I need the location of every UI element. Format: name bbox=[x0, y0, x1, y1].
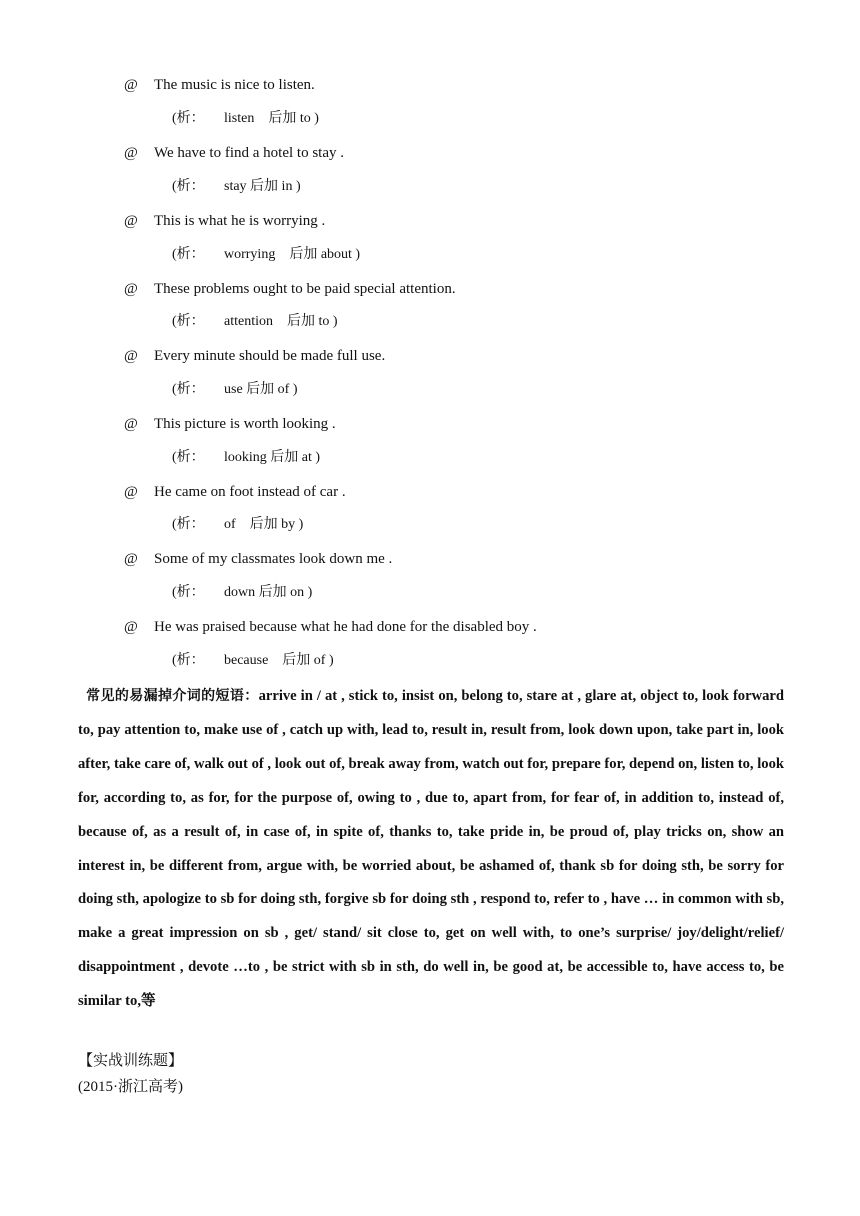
analysis-note bbox=[172, 515, 303, 535]
note-label: (析： bbox=[172, 585, 205, 600]
bullet-marker: @ bbox=[124, 484, 138, 500]
example-sentence bbox=[124, 279, 456, 299]
analysis-note bbox=[172, 177, 301, 197]
sentence-text: Every minute should be made full use. bbox=[154, 348, 386, 364]
note-label: (析： bbox=[172, 450, 205, 465]
bullet-marker: @ bbox=[124, 348, 138, 364]
analysis-note bbox=[172, 448, 320, 468]
sentence-text: This picture is worth looking . bbox=[154, 416, 336, 432]
section-title: 【实战训练题】 bbox=[78, 1051, 184, 1069]
bullet-marker: @ bbox=[124, 213, 138, 229]
note-label: (析： bbox=[172, 111, 205, 126]
sentence-text: These problems ought to be paid special attention. bbox=[154, 281, 456, 297]
note-text: looking 后加 at ) bbox=[224, 450, 321, 465]
note-text: attention 后加 to ) bbox=[224, 314, 338, 329]
note-text: listen 后加 to ) bbox=[224, 111, 319, 126]
note-label: (析： bbox=[172, 382, 205, 397]
sentence-text: Some of my classmates look down me . bbox=[154, 551, 393, 567]
example-sentence bbox=[124, 75, 315, 95]
example-sentence bbox=[124, 346, 385, 366]
example-sentence bbox=[124, 414, 336, 434]
bullet-marker: @ bbox=[124, 77, 138, 93]
bullet-marker: @ bbox=[124, 551, 138, 567]
analysis-note bbox=[172, 651, 334, 671]
exam-source: (2015·浙江高考) bbox=[78, 1079, 183, 1095]
analysis-note bbox=[172, 245, 360, 265]
bullet-marker: @ bbox=[124, 281, 138, 297]
note-label: (析： bbox=[172, 517, 205, 532]
sentence-text: The music is nice to listen. bbox=[154, 77, 315, 93]
phrase-list-paragraph bbox=[78, 680, 784, 1019]
note-label: (析： bbox=[172, 314, 205, 329]
note-text: because 后加 of ) bbox=[224, 653, 334, 668]
note-text: down 后加 on ) bbox=[224, 585, 313, 600]
example-sentence bbox=[124, 549, 392, 569]
analysis-note bbox=[172, 312, 338, 332]
sentence-text: We have to find a hotel to stay . bbox=[154, 145, 344, 161]
sentence-text: He was praised because what he had done for the disabled boy . bbox=[154, 619, 537, 635]
example-sentence bbox=[124, 482, 346, 502]
example-sentence bbox=[124, 211, 325, 231]
note-label: (析： bbox=[172, 653, 205, 668]
note-label: (析： bbox=[172, 179, 205, 194]
bullet-marker: @ bbox=[124, 416, 138, 432]
note-text: stay 后加 in ) bbox=[224, 179, 301, 194]
phrase-list-heading: 常见的易漏掉介词的短语： bbox=[86, 688, 259, 704]
example-sentence bbox=[124, 617, 537, 637]
note-text: of 后加 by ) bbox=[224, 517, 304, 532]
note-label: (析： bbox=[172, 247, 205, 262]
analysis-note bbox=[172, 380, 298, 400]
bullet-marker: @ bbox=[124, 619, 138, 635]
example-sentence bbox=[124, 143, 344, 163]
sentence-text: This is what he is worrying . bbox=[154, 213, 326, 229]
phrase-list-text: arrive in / at , stick to, insist on, belong to, stare at , glare at, object to, look forward to, pay attention to, make use of , catch up with, lead to, result in, result from, look down upon, take part in, look after, take care of, walk out of , look out of, break away from, watch out for, prepare for, depend on, listen to, look for, according to, as for, for the purpose of, owing to , due to, apart from, for fear of, in addition to, instead of, because of, as a result of, in case of, in spite of, thanks to, take pride in, be proud of, play tricks on, show an interest in, be different from, argue with, be worried about, be ashamed of, thank sb for doing sth, be sorry for doing sth, apologize to sb for doing sth, forgive sb for doing sth , respond to, refer to , have … in common with sb, make a great impression on sb , get/ stand/ sit close to, get on well with, to one’s surprise/ joy/delight/relief/ disappointment , devote …to , be strict with sb in sth, do well in, be good at, be accessible to, have access to, be similar to,等 bbox=[78, 688, 785, 1010]
note-text: worrying 后加 about ) bbox=[224, 247, 361, 262]
note-text: use 后加 of ) bbox=[224, 382, 298, 397]
analysis-note bbox=[172, 583, 312, 603]
sentence-text: He came on foot instead of car . bbox=[154, 484, 346, 500]
bullet-marker: @ bbox=[124, 145, 138, 161]
analysis-note bbox=[172, 109, 319, 129]
